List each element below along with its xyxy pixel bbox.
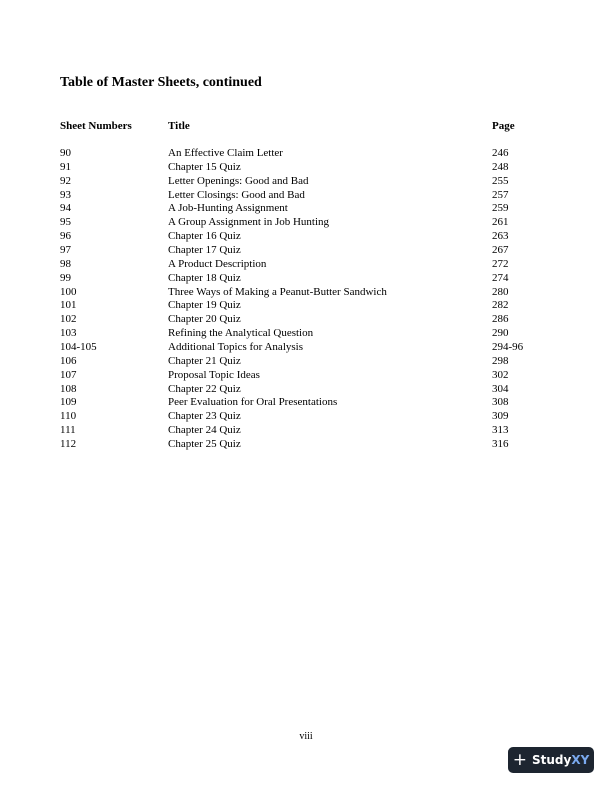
title-cell: Chapter 19 Quiz [168, 299, 241, 312]
table-row [0, 147, 612, 161]
page-cell: 282 [492, 299, 509, 312]
table-row [0, 244, 612, 258]
title-cell: A Group Assignment in Job Hunting [168, 216, 330, 229]
title-cell: An Effective Claim Letter [168, 147, 283, 159]
table-row [0, 341, 612, 355]
table-row [0, 355, 612, 369]
table-row [0, 327, 612, 341]
sheet-number-cell: 99 [60, 271, 71, 284]
sheet-number-cell: 94 [60, 202, 71, 215]
sheet-number-cell: 96 [60, 230, 71, 243]
page-cell: 263 [492, 230, 509, 243]
title-cell: Chapter 16 Quiz [168, 230, 241, 243]
table-row [0, 424, 612, 438]
page-cell: 298 [492, 354, 509, 367]
title-cell: Chapter 18 Quiz [168, 271, 241, 284]
sheet-number-cell: 104-105 [60, 341, 97, 354]
brand-logo-text [532, 753, 589, 767]
sheet-number-cell: 106 [60, 354, 77, 367]
sheet-number-cell: 107 [60, 368, 77, 381]
table-row [0, 299, 612, 313]
page-cell: 313 [492, 424, 509, 437]
title-cell: Letter Openings: Good and Bad [168, 174, 309, 187]
page-cell: 304 [492, 382, 509, 395]
title-cell: Chapter 22 Quiz [168, 382, 241, 395]
page-number: viii [299, 731, 313, 742]
page-cell: 294-96 [492, 341, 524, 354]
sheet-number-cell: 90 [60, 147, 71, 159]
page-cell: 316 [492, 438, 509, 451]
table-row [0, 438, 612, 452]
sheet-number-cell: 102 [60, 313, 77, 326]
title-cell: Chapter 24 Quiz [168, 424, 241, 437]
table-row [0, 216, 612, 230]
sheet-number-cell: 111 [60, 424, 76, 437]
title-cell: Three Ways of Making a Peanut-Butter Sandwich [168, 285, 387, 298]
page-cell: 261 [492, 216, 509, 229]
plus-icon: + [512, 749, 527, 770]
sheet-number-cell: 110 [60, 410, 77, 423]
sheet-number-cell: 103 [60, 327, 77, 340]
title-cell: Chapter 15 Quiz [168, 160, 241, 173]
table-row [0, 272, 612, 286]
page-cell: 302 [492, 368, 509, 381]
sheet-number-cell: 109 [60, 396, 77, 409]
page-cell: 257 [492, 188, 509, 201]
title-cell: A Job-Hunting Assignment [168, 202, 288, 215]
title-cell: Refining the Analytical Question [168, 327, 314, 340]
page-cell: 308 [492, 396, 509, 409]
title-cell: Proposal Topic Ideas [168, 368, 260, 381]
page-cell: 267 [492, 244, 509, 257]
title-cell: Letter Closings: Good and Bad [168, 188, 305, 201]
title-cell: Chapter 21 Quiz [168, 354, 241, 367]
title-cell: Peer Evaluation for Oral Presentations [168, 396, 338, 409]
sheet-number-cell: 112 [60, 438, 77, 451]
title-cell: A Product Description [168, 257, 267, 270]
table-row [0, 369, 612, 383]
sheet-number-cell: 97 [60, 244, 71, 257]
table-row [0, 202, 612, 216]
table-row [0, 286, 612, 300]
column-header-page: Page [492, 120, 515, 132]
sheet-number-cell: 100 [60, 285, 77, 298]
table-row [0, 258, 612, 272]
table-row [0, 161, 612, 175]
master-sheets-table [0, 147, 612, 452]
title-cell: Chapter 25 Quiz [168, 438, 241, 451]
table-row [0, 230, 612, 244]
table-row [0, 175, 612, 189]
page-cell: 246 [492, 147, 509, 159]
page-heading: Table of Master Sheets, continued [60, 75, 262, 90]
sheet-number-cell: 93 [60, 188, 71, 201]
page-cell: 286 [492, 313, 509, 326]
column-header-sheet-numbers: Sheet Numbers [60, 120, 132, 132]
table-row [0, 313, 612, 327]
title-cell: Chapter 23 Quiz [168, 410, 241, 423]
sheet-number-cell: 92 [60, 174, 71, 187]
studyxy-badge[interactable] [508, 747, 594, 773]
page-cell: 290 [492, 327, 509, 340]
sheet-number-cell: 95 [60, 216, 71, 229]
sheet-number-cell: 98 [60, 257, 71, 270]
page-cell: 255 [492, 174, 509, 187]
brand-text-xy: XY [571, 753, 590, 767]
title-cell: Additional Topics for Analysis [168, 341, 303, 354]
title-cell: Chapter 20 Quiz [168, 313, 241, 326]
brand-text-study: Study [531, 753, 572, 767]
page-cell: 259 [492, 202, 509, 215]
sheet-number-cell: 101 [60, 299, 77, 312]
table-row [0, 189, 612, 203]
page-cell: 309 [492, 410, 509, 423]
page-cell: 248 [492, 160, 509, 173]
title-cell: Chapter 17 Quiz [168, 244, 241, 257]
table-row [0, 396, 612, 410]
page-cell: 280 [492, 285, 509, 298]
page-cell: 274 [492, 271, 509, 284]
table-row [0, 410, 612, 424]
sheet-number-cell: 91 [60, 160, 71, 173]
table-row [0, 383, 612, 397]
page-cell: 272 [492, 257, 509, 270]
column-header-title: Title [168, 120, 190, 132]
sheet-number-cell: 108 [60, 382, 77, 395]
